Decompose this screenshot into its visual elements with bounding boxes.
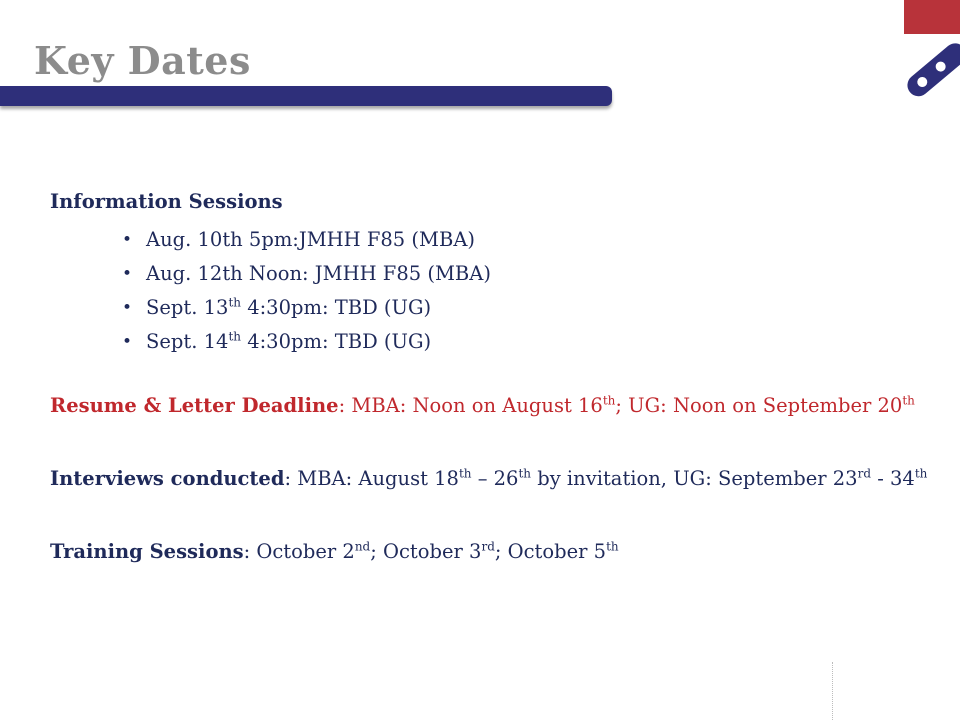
key-dates-content [50, 190, 930, 564]
training-label: Training Sessions [50, 540, 244, 563]
page-title: Key Dates [34, 38, 251, 83]
info-sessions-heading: Information Sessions [50, 190, 283, 213]
list-item: • Aug. 12th Noon: JMHH F85 (MBA) [146, 257, 930, 291]
interviews-conducted: Interviews conducted: MBA: August 18th – 26th by invitation, UG: September 23rd - 34th [50, 466, 928, 490]
resume-deadline: Resume & Letter Deadline: MBA: Noon on August 16th; UG: Noon on September 20th [50, 393, 915, 417]
training-sessions: Training Sessions: October 2nd; October 3rd; October 5th [50, 539, 619, 563]
list-item: • Sept. 13th 4:30pm: TBD (UG) [146, 291, 930, 325]
resume-deadline-label: Resume & Letter Deadline [50, 394, 339, 417]
chain-link-logo-icon [905, 36, 960, 110]
list-item: • Sept. 14th 4:30pm: TBD (UG) [146, 325, 930, 359]
decorative-dotted-line [832, 662, 833, 720]
list-item: • Aug. 10th 5pm:JMHH F85 (MBA) [146, 223, 930, 257]
title-underline-bar [0, 86, 612, 106]
interviews-label: Interviews conducted [50, 467, 285, 490]
info-sessions-list [50, 223, 930, 359]
corner-red-block [904, 0, 960, 34]
